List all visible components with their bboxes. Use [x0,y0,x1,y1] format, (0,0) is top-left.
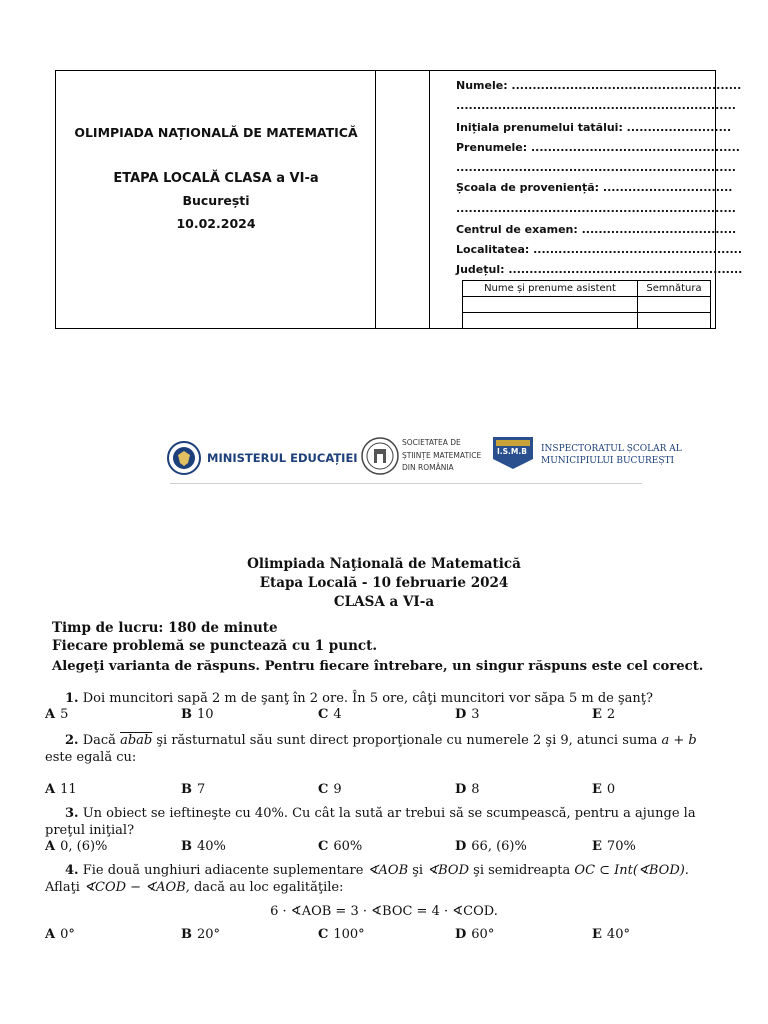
signature-header: Semnătura [638,281,711,297]
field-prenume-cont[interactable]: ................................................................... [456,161,736,174]
exam-points: Fiecare problemă se punctează cu 1 punct. [52,638,378,654]
question-1-answer-d[interactable]: D 3 [455,707,480,722]
question-1-text [45,690,721,707]
question-2-text [45,732,721,766]
exam-time: Timp de lucru: 180 de minute [52,620,278,636]
society-line2: ȘTIINȚE MATEMATICE [402,451,482,460]
question-1-answer-b[interactable]: B 10 [181,707,214,722]
question-2-answer-c[interactable]: C 9 [318,782,342,797]
exam-stage: Etapa Locală - 10 februarie 2024 [259,575,509,591]
question-2-answer-e[interactable]: E 0 [592,782,616,797]
question-body: şi răsturnatul său sunt direct proporţionale cu numerele 2 şi 9, atunci suma [156,733,658,748]
field-nume-cont[interactable]: ................................................................... [456,99,736,112]
question-body: dacă au loc egalităţile: [193,880,344,895]
question-3-answer-e[interactable]: E 70% [592,839,636,854]
question-4-text [45,862,721,896]
question-number: 1. [65,691,79,706]
question-number: 2. [65,733,79,748]
question-body: Doi muncitori sapă 2 m de şanţ în 2 ore. În 5 ore, câţi muncitori vor săpa 5 m de şanţ? [82,691,653,706]
stage-title: ETAPA LOCALĂ CLASA a VI-a [113,171,319,186]
assistant-name-cell[interactable] [463,313,638,329]
question-4-formula: 6 · ∢AOB = 3 · ∢BOC = 4 · ∢COD. [270,904,498,919]
society-line3: DIN ROMÂNIA [402,463,454,472]
question-1-answer-a[interactable]: A 5 [45,707,69,722]
assistant-table [462,280,711,329]
ministry-name: MINISTERUL EDUCAȚIEI [207,451,358,465]
field-centru[interactable]: Centrul de examen: ..................................... [456,223,737,236]
exam-instructions: Alegeţi varianta de răspuns. Pentru fiecare întrebare, un singur răspuns este cel corect. [52,659,704,674]
question-1-answer-c[interactable]: C 4 [318,707,342,722]
olympiad-title: OLIMPIADA NAȚIONALĂ DE MATEMATICĂ [74,125,358,140]
ray-oc: OC ⊂ Int(∢BOD). [574,863,689,878]
question-3-answer-a[interactable]: A 0, (6)% [45,839,108,854]
question-4-answer-b[interactable]: B 20° [181,927,221,942]
question-body: Aflaţi [45,880,80,895]
ministry-seal-icon [167,441,201,475]
field-initiala[interactable]: Inițiala prenumelui tatălui: ......................... [456,121,732,134]
question-4-answer-d[interactable]: D 60° [455,927,495,942]
candidate-header-box [55,70,743,329]
society-seal-icon [360,436,400,476]
logo-strip [165,432,682,482]
question-number: 4. [65,863,79,878]
city: București [182,193,250,208]
field-scoala[interactable]: Școala de proveniență: ............................... [456,181,733,194]
math-expression: a + b [661,733,697,748]
question-2-answer-b[interactable]: B 7 [181,782,206,797]
angle-aob: ∢AOB [367,863,409,878]
overlined-number: abab [120,733,153,748]
question-body: Un obiect se ieftineşte cu 40%. Cu cât la sută ar trebui să se scumpească, pentru a ajunge la preţul iniţial? [45,806,696,838]
field-judet[interactable]: Județul: ........................................................ [456,263,743,276]
field-scoala-cont[interactable]: ................................................................... [456,202,736,215]
question-4-answer-e[interactable]: E 40° [592,927,630,942]
field-nume[interactable]: Numele: ....................................................... [456,79,742,92]
question-3-answer-d[interactable]: D 66, (6)% [455,839,527,854]
question-4-answer-a[interactable]: A 0° [45,927,75,942]
inspectorate-line2: MUNICIPIULUI BUCUREȘTI [541,456,675,466]
question-3-answer-b[interactable]: B 40% [181,839,226,854]
question-3-text [45,805,721,839]
ismb-badge-text: I.S.M.B [497,447,527,456]
question-body: Fie două unghiuri adiacente suplementare [82,863,364,878]
blank-column [376,71,430,328]
assistant-name-cell[interactable] [463,297,638,313]
question-4-answer-c[interactable]: C 100° [318,927,365,942]
exam-class: CLASA a VI-a [333,594,435,610]
signature-cell[interactable] [638,313,711,329]
angle-bod: ∢BOD [427,863,470,878]
assistant-name-header: Nume și prenume asistent [463,281,638,297]
angle-difference: ∢COD − ∢AOB, [84,880,190,895]
field-prenume[interactable]: Prenumele: .................................................. [456,141,740,154]
question-1-answer-e[interactable]: E 2 [592,707,616,722]
exam-title: Olimpiada Naţională de Matematică [247,556,521,572]
question-body: este egală cu: [45,750,137,765]
question-body: şi [412,863,424,878]
question-3-answer-c[interactable]: C 60% [318,839,363,854]
question-2-answer-a[interactable]: A 11 [45,782,77,797]
question-body: Dacă [82,733,116,748]
olympiad-title-panel [56,71,376,328]
question-2-answer-d[interactable]: D 8 [455,782,480,797]
question-number: 3. [65,806,79,821]
logo-divider [170,483,642,484]
society-line1: SOCIETATEA DE [402,438,461,447]
signature-cell[interactable] [638,297,711,313]
question-body: şi semidreapta [473,863,571,878]
exam-date: 10.02.2024 [176,216,256,231]
inspectorate-line1: INSPECTORATUL ȘCOLAR AL [541,444,682,454]
field-localitate[interactable]: Localitatea: .................................................. [456,243,743,256]
